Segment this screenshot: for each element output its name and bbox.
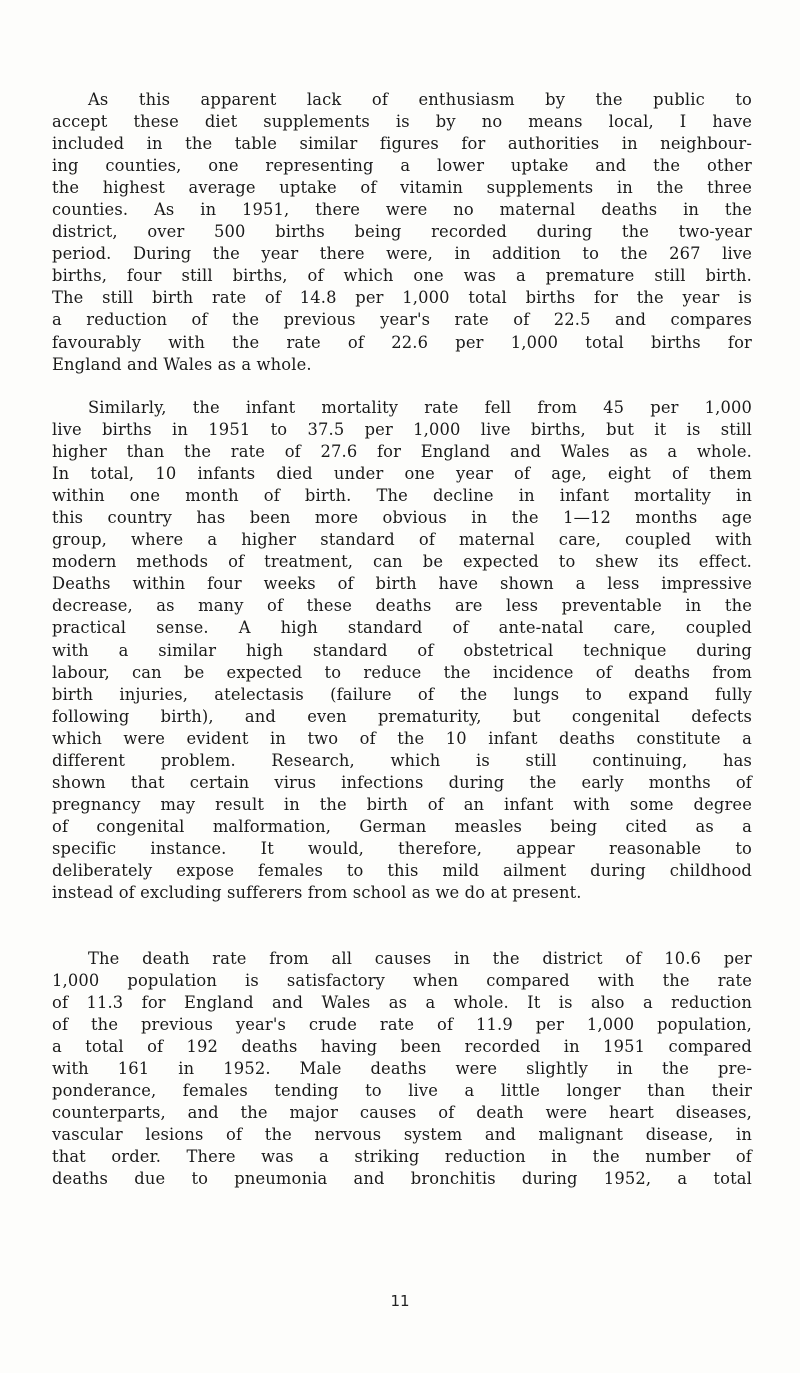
text-line: district, over 500 births being recorded during the two-year [52, 222, 752, 242]
text-line: favourably with the rate of 22.6 per 1,000 total births for [52, 332, 752, 352]
text-line: decrease, as many of these deaths are less preventable in the [52, 596, 752, 616]
text-line: counterparts, and the major causes of death were heart diseases, [52, 1103, 752, 1123]
text-line: accept these diet supplements is by no means local, I have [52, 112, 752, 132]
text-line: following birth), and even prematurity, but congenital defects [52, 706, 752, 726]
text-line: a total of 192 deaths having been recorded in 1951 compared [52, 1037, 752, 1057]
text-line: live births in 1951 to 37.5 per 1,000 live births, but it is still [52, 420, 752, 440]
text-line: The death rate from all causes in the district of 10.6 per [88, 949, 752, 968]
text-line: counties. As in 1951, there were no maternal deaths in the [52, 200, 752, 220]
text-line: birth injuries, atelectasis (failure of the lungs to expand fully [52, 684, 752, 704]
text-line: In total, 10 infants died under one year of age, eight of them [52, 464, 752, 484]
text-line: ing counties, one representing a lower uptake and the other [52, 156, 752, 176]
text-line: period. During the year there were, in addition to the 267 live [52, 244, 752, 264]
paragraph-death-rate [52, 948, 752, 1191]
paragraph-infant-mortality [52, 397, 752, 904]
text-line: with 161 in 1952. Male deaths were slightly in the pre- [52, 1059, 752, 1079]
text-line: deaths due to pneumonia and bronchitis during 1952, a total [52, 1169, 752, 1189]
text-line: labour, can be expected to reduce the incidence of deaths from [52, 662, 752, 682]
text-line: 1,000 population is satisfactory when compared with the rate [52, 971, 752, 991]
text-line: The still birth rate of 14.8 per 1,000 total births for the year is [52, 288, 752, 308]
text-line: different problem. Research, which is still continuing, has [52, 750, 752, 770]
text-line: England and Wales as a whole. [52, 354, 312, 374]
text-line: the highest average uptake of vitamin supplements in the three [52, 178, 752, 198]
text-line: shown that certain virus infections during the early months of [52, 772, 752, 792]
text-line: higher than the rate of 27.6 for England and Wales as a whole. [52, 442, 752, 462]
text-line: of the previous year's crude rate of 11.9 per 1,000 population, [52, 1015, 752, 1035]
text-line: included in the table similar figures for authorities in neighbour- [52, 134, 752, 154]
text-line: of 11.3 for England and Wales as a whole. It is also a reduction [52, 993, 752, 1013]
text-line: deliberately expose females to this mild ailment during childhood [52, 860, 752, 880]
text-line: that order. There was a striking reduction in the number of [52, 1147, 752, 1167]
text-line: specific instance. It would, therefore, appear reasonable to [52, 838, 752, 858]
text-line: pregnancy may result in the birth of an infant with some degree [52, 794, 752, 814]
text-line: this country has been more obvious in the 1—12 months age [52, 508, 752, 528]
text-line: within one month of birth. The decline in infant mortality in [52, 486, 752, 506]
text-line: As this apparent lack of enthusiasm by the public to [88, 90, 752, 109]
text-line: with a similar high standard of obstetrical technique during [52, 640, 752, 660]
paragraph-vitamin-supplements [52, 89, 752, 376]
text-line: modern methods of treatment, can be expected to shew its effect. [52, 552, 752, 572]
text-line: Deaths within four weeks of birth have shown a less impressive [52, 574, 752, 594]
text-line: a reduction of the previous year's rate of 22.5 and compares [52, 310, 752, 330]
text-line: of congenital malformation, German measles being cited as a [52, 816, 752, 836]
text-line: practical sense. A high standard of ante-natal care, coupled [52, 618, 752, 638]
text-line: group, where a higher standard of maternal care, coupled with [52, 530, 752, 550]
text-line: vascular lesions of the nervous system and malignant disease, in [52, 1125, 752, 1145]
text-line: instead of excluding sufferers from school as we do at present. [52, 883, 582, 903]
text-line: births, four still births, of which one was a premature still birth. [52, 266, 752, 286]
text-line: ponderance, females tending to live a little longer than their [52, 1081, 752, 1101]
text-line: which were evident in two of the 10 infant deaths constitute a [52, 728, 752, 748]
text-line: Similarly, the infant mortality rate fell from 45 per 1,000 [88, 398, 752, 417]
page-number: 11 [390, 1292, 410, 1310]
